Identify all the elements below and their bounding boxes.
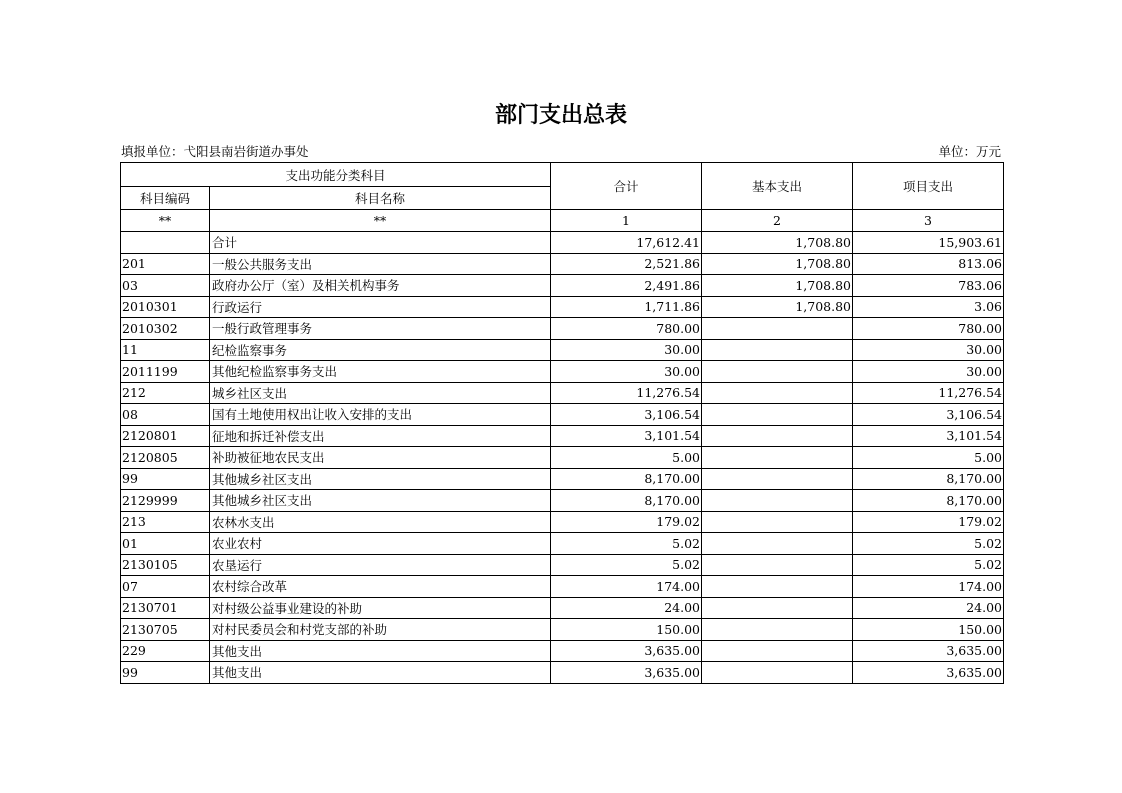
cell-name: 行政运行 [210,296,551,318]
cell-project: 783.06 [853,275,1004,297]
marker-code: ** [121,210,210,232]
cell-name: 补助被征地农民支出 [210,447,551,469]
table-row [121,640,1004,662]
cell-total: 3,635.00 [551,662,702,684]
cell-name: 一般行政管理事务 [210,318,551,340]
cell-code: 2010302 [121,318,210,340]
cell-name: 合计 [210,232,551,254]
cell-code: 213 [121,511,210,533]
cell-basic [702,533,853,555]
table-row [121,361,1004,383]
header-project-expenditure: 项目支出 [853,163,1004,210]
table-row [121,597,1004,619]
cell-total: 30.00 [551,339,702,361]
cell-project: 150.00 [853,619,1004,641]
currency-unit: 单位：万元 [938,144,1001,159]
cell-code: 2130105 [121,554,210,576]
cell-basic [702,662,853,684]
table-row [121,490,1004,512]
cell-total: 17,612.41 [551,232,702,254]
cell-basic [702,404,853,426]
cell-code: 08 [121,404,210,426]
cell-code: 2129999 [121,490,210,512]
header-function-category: 支出功能分类科目 [121,163,551,187]
cell-name: 农林水支出 [210,511,551,533]
cell-basic [702,640,853,662]
cell-basic: 1,708.80 [702,253,853,275]
cell-name: 农村综合改革 [210,576,551,598]
cell-project: 179.02 [853,511,1004,533]
cell-code: 2010301 [121,296,210,318]
cell-code: 07 [121,576,210,598]
cell-name: 其他纪检监察事务支出 [210,361,551,383]
cell-total: 5.02 [551,533,702,555]
cell-project: 5.02 [853,554,1004,576]
cell-code: 2120805 [121,447,210,469]
cell-basic: 1,708.80 [702,296,853,318]
cell-name: 对村民委员会和村党支部的补助 [210,619,551,641]
cell-code: 11 [121,339,210,361]
reporting-unit: 填报单位：弋阳县南岩街道办事处 [121,144,309,159]
cell-total: 24.00 [551,597,702,619]
table-row [121,275,1004,297]
index-1: 1 [551,210,702,232]
cell-basic [702,511,853,533]
cell-total: 11,276.54 [551,382,702,404]
table-row [121,296,1004,318]
cell-project: 8,170.00 [853,468,1004,490]
cell-name: 其他城乡社区支出 [210,468,551,490]
cell-name: 其他支出 [210,662,551,684]
cell-total: 8,170.00 [551,490,702,512]
table-row [121,533,1004,555]
cell-total: 5.00 [551,447,702,469]
cell-code: 2011199 [121,361,210,383]
cell-basic [702,576,853,598]
cell-name: 征地和拆迁补偿支出 [210,425,551,447]
cell-project: 813.06 [853,253,1004,275]
cell-project: 3,635.00 [853,662,1004,684]
cell-total: 3,635.00 [551,640,702,662]
cell-code: 2120801 [121,425,210,447]
cell-code: 229 [121,640,210,662]
cell-project: 30.00 [853,339,1004,361]
cell-total: 5.02 [551,554,702,576]
cell-project: 11,276.54 [853,382,1004,404]
cell-name: 纪检监察事务 [210,339,551,361]
cell-basic [702,339,853,361]
cell-project: 3,106.54 [853,404,1004,426]
cell-total: 30.00 [551,361,702,383]
cell-basic [702,468,853,490]
cell-code: 99 [121,468,210,490]
header-total: 合计 [551,163,702,210]
cell-code: 03 [121,275,210,297]
table-row [121,511,1004,533]
cell-project: 3,635.00 [853,640,1004,662]
table-row [121,382,1004,404]
index-3: 3 [853,210,1004,232]
table-row [121,339,1004,361]
marker-name: ** [210,210,551,232]
table-row [121,554,1004,576]
header-subject-name: 科目名称 [210,187,551,210]
cell-name: 其他支出 [210,640,551,662]
cell-code: 2130705 [121,619,210,641]
cell-code: 201 [121,253,210,275]
cell-name: 其他城乡社区支出 [210,490,551,512]
cell-name: 政府办公厅（室）及相关机构事务 [210,275,551,297]
cell-project: 5.00 [853,447,1004,469]
table-row [121,253,1004,275]
cell-project: 5.02 [853,533,1004,555]
cell-basic: 1,708.80 [702,275,853,297]
cell-basic [702,597,853,619]
table-row [121,468,1004,490]
cell-code: 212 [121,382,210,404]
cell-project: 3.06 [853,296,1004,318]
cell-project: 780.00 [853,318,1004,340]
page-title: 部门支出总表 [494,103,627,128]
cell-name: 农业农村 [210,533,551,555]
table-row [121,404,1004,426]
table-row [121,425,1004,447]
table-row [121,619,1004,641]
expenditure-table [120,162,1004,684]
table-row [121,318,1004,340]
table-row [121,662,1004,684]
cell-name: 城乡社区支出 [210,382,551,404]
cell-project: 8,170.00 [853,490,1004,512]
cell-total: 780.00 [551,318,702,340]
cell-basic [702,447,853,469]
cell-total: 150.00 [551,619,702,641]
cell-total: 179.02 [551,511,702,533]
cell-total: 3,106.54 [551,404,702,426]
cell-basic: 1,708.80 [702,232,853,254]
cell-name: 农垦运行 [210,554,551,576]
cell-basic [702,318,853,340]
cell-total: 1,711.86 [551,296,702,318]
cell-total: 8,170.00 [551,468,702,490]
cell-code: 01 [121,533,210,555]
table-row [121,232,1004,254]
cell-name: 对村级公益事业建设的补助 [210,597,551,619]
cell-project: 24.00 [853,597,1004,619]
cell-name: 一般公共服务支出 [210,253,551,275]
cell-name: 国有土地使用权出让收入安排的支出 [210,404,551,426]
cell-project: 15,903.61 [853,232,1004,254]
table-row [121,576,1004,598]
index-2: 2 [702,210,853,232]
header-basic-expenditure: 基本支出 [702,163,853,210]
cell-basic [702,619,853,641]
table-row [121,447,1004,469]
header-subject-code: 科目编码 [121,187,210,210]
cell-total: 3,101.54 [551,425,702,447]
cell-total: 2,521.86 [551,253,702,275]
cell-basic [702,382,853,404]
cell-project: 30.00 [853,361,1004,383]
cell-basic [702,554,853,576]
cell-total: 2,491.86 [551,275,702,297]
cell-code: 99 [121,662,210,684]
cell-code [121,232,210,254]
cell-project: 3,101.54 [853,425,1004,447]
cell-basic [702,361,853,383]
cell-basic [702,490,853,512]
cell-code: 2130701 [121,597,210,619]
cell-total: 174.00 [551,576,702,598]
cell-basic [702,425,853,447]
cell-project: 174.00 [853,576,1004,598]
